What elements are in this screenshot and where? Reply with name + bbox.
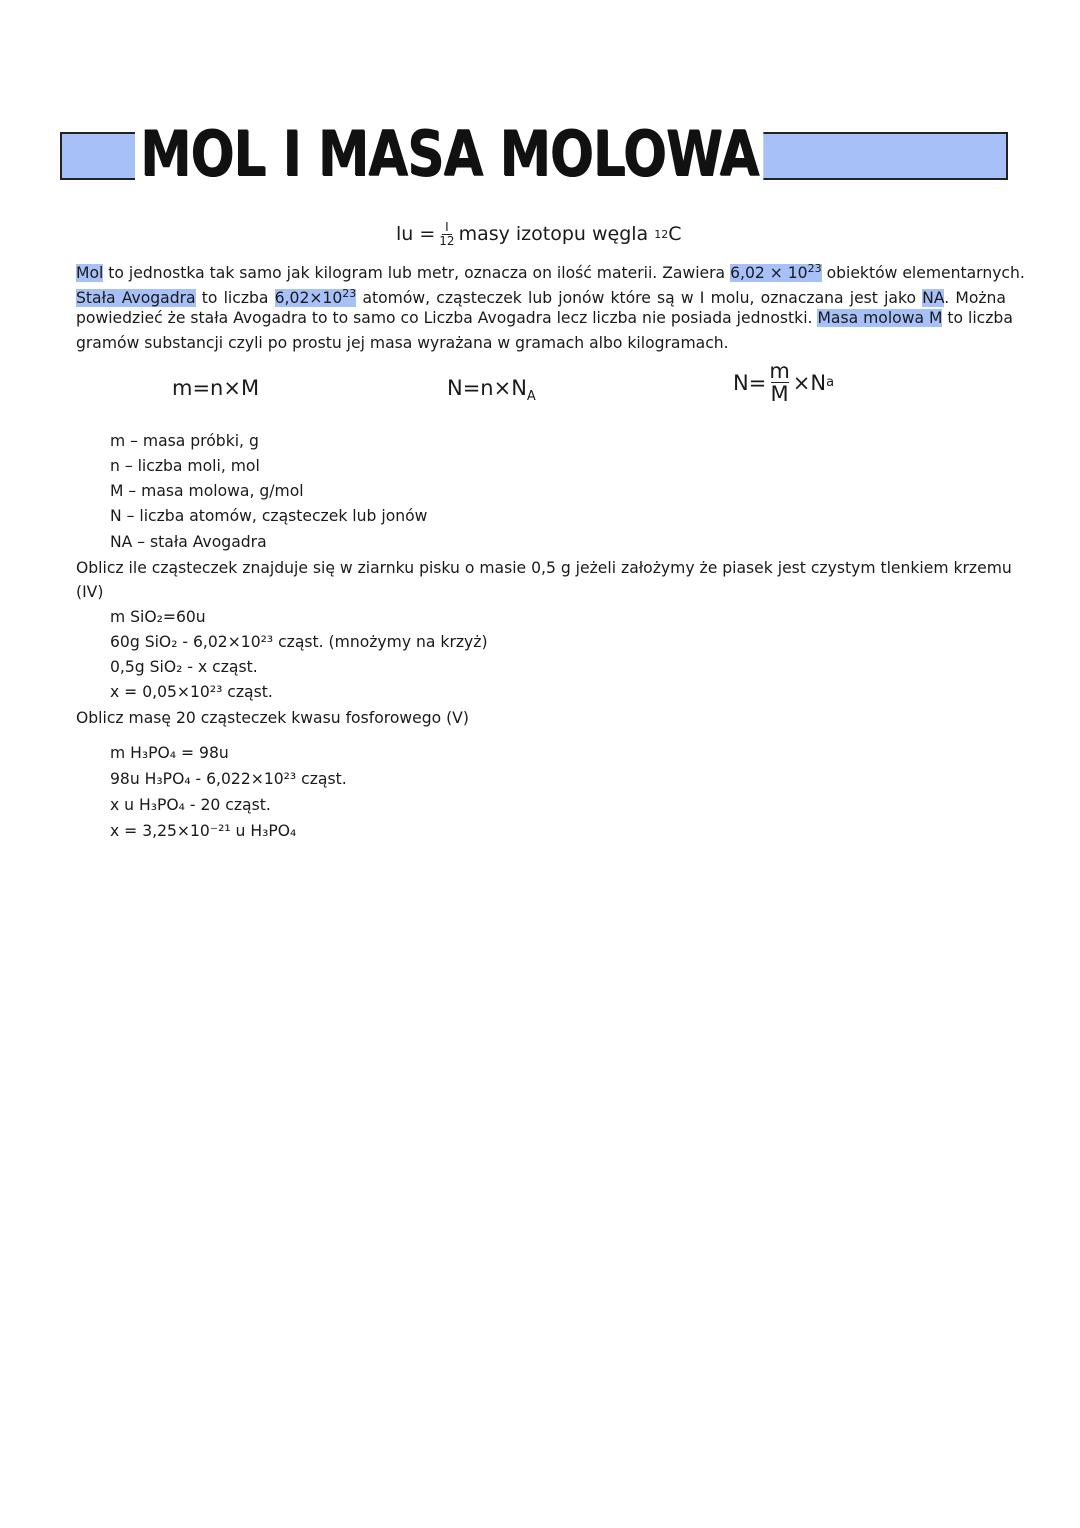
text-span: atomów, cząsteczek lub jonów które są w I molu, oznaczana jest jako (356, 289, 923, 308)
text-span: ×N (792, 370, 827, 395)
formula-particle-count (447, 376, 536, 404)
fraction-numerator: I (445, 219, 449, 234)
text-span: 6,02 × 10 (730, 264, 808, 283)
unit-text: masy izotopu węgla (458, 223, 649, 245)
page-title: MOL I MASA MOLOWA (135, 112, 763, 196)
text-span: to liczba (195, 289, 275, 308)
text-span: N=n×N (447, 376, 527, 400)
fraction-denominator: M (770, 382, 789, 406)
task2-step: 98u H₃PO₄ - 6,022×10²³ cząst. (110, 770, 347, 788)
formula-mass: m=n×M (172, 376, 260, 400)
highlight-molar-mass: Masa molowa M (817, 309, 943, 327)
unit-fraction (439, 221, 454, 248)
fraction-numerator: m (769, 359, 790, 383)
highlight-avogadro-number (730, 264, 822, 282)
text-span: to jednostka tak samo jak kilogram lub metr, oznacza on ilość materii. Zawiera (103, 264, 731, 283)
task1-step: m SiO₂=60u (110, 608, 206, 626)
highlight-avogadro-constant: Stała Avogadra (76, 289, 196, 308)
task1-step: 60g SiO₂ - 6,02×10²³ cząst. (mnożymy na krzyż) (110, 633, 488, 651)
exponent: 23 (342, 287, 357, 300)
text-span: 6,02×10 (274, 289, 343, 308)
atomic-mass-unit-definition (396, 214, 682, 254)
task1-question: Oblicz ile cząsteczek znajduje się w ziarnku pisku o masie 0,5 g jeżeli założymy że piasek jest czystym tlenkiem krzemu (76, 559, 1012, 577)
legend-item: n – liczba moli, mol (110, 457, 260, 475)
task2-step: x = 3,25×10⁻²¹ u H₃PO₄ (110, 822, 297, 840)
subscript: A (526, 389, 536, 405)
isotope-symbol: C (668, 223, 682, 245)
unit-lhs: lu = (396, 223, 436, 245)
text-span: . Można (944, 289, 1006, 308)
task2-step: m H₃PO₄ = 98u (110, 744, 229, 762)
text-span: powiedzieć że stała Avogadra to to samo co Liczba Avogadra lecz liczba nie posiada jednostki. (76, 309, 818, 327)
subscript: a (826, 375, 835, 390)
highlight-avogadro-value (275, 289, 357, 307)
highlight-mol: Mol (76, 264, 104, 283)
exponent: 23 (807, 262, 822, 275)
task1-question-cont: (IV) (76, 583, 104, 601)
legend-item: m – masa próbki, g (110, 432, 259, 450)
formula-particle-count-from-mass (733, 360, 834, 405)
task2-question: Oblicz masę 20 cząsteczek kwasu fosforowego (V) (76, 709, 469, 727)
text-span: to liczba (942, 309, 1013, 327)
legend-item: NA – stała Avogadra (110, 533, 267, 551)
highlight-na-symbol: NA (922, 289, 945, 308)
fraction-m-over-M (769, 360, 789, 405)
task1-step: x = 0,05×10²³ cząst. (110, 683, 273, 701)
legend-item: M – masa molowa, g/mol (110, 482, 304, 500)
task1-step: 0,5g SiO₂ - x cząst. (110, 658, 258, 676)
text-span: N= (733, 370, 767, 395)
isotope-mass-number: 12 (654, 227, 669, 241)
fraction-denominator: 12 (439, 233, 455, 248)
paragraph-molar-mass (76, 306, 1013, 331)
paragraph-molar-mass-cont: gramów substancji czyli po prostu jej masa wyrażana w gramach albo kilogramach. (76, 334, 729, 352)
legend-item: N – liczba atomów, cząsteczek lub jonów (110, 507, 428, 525)
text-span: obiektów elementarnych. (821, 264, 1025, 283)
task2-step: x u H₃PO₄ - 20 cząst. (110, 796, 271, 814)
